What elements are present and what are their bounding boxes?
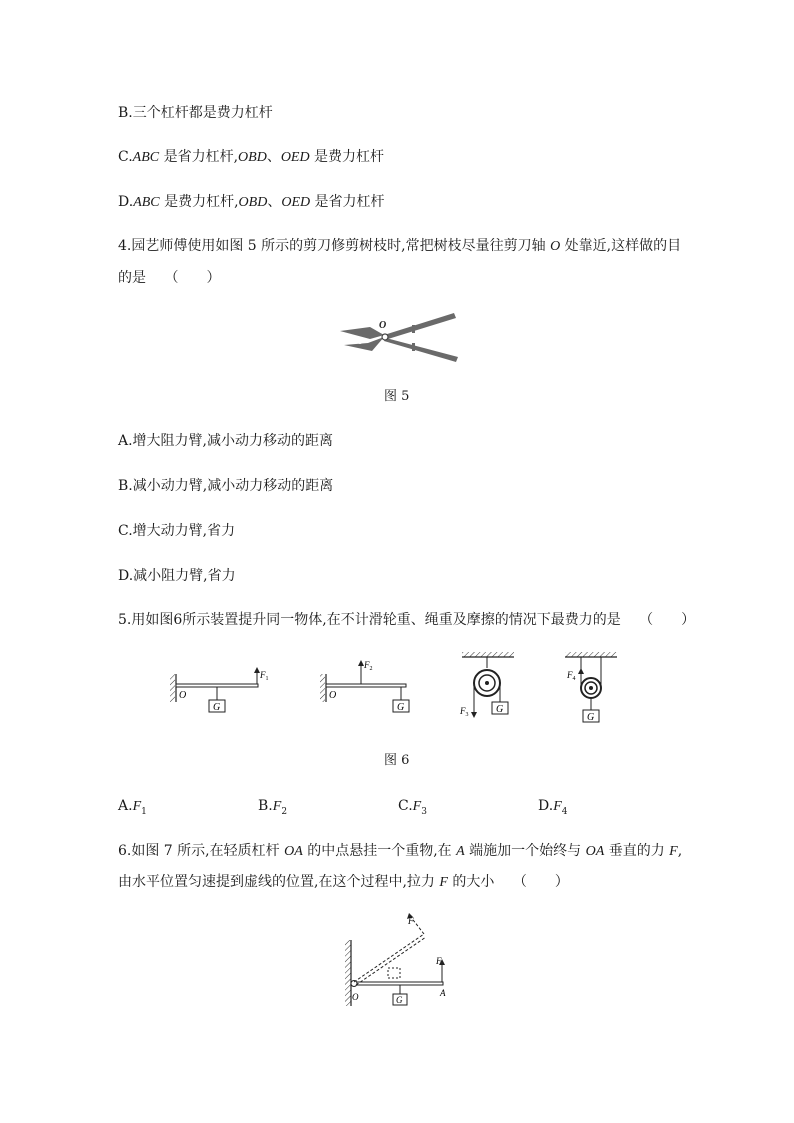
scissors-blade-top [340,327,384,339]
svg-text:F2: $F_2$ [364,660,373,672]
q5-option-a: $A.F_1$ [118,798,147,817]
scissors-hole [357,338,363,344]
option-b-prev: B.三个杠杆都是费力杠杆 [118,105,273,121]
scissors-handle-bottom [384,338,458,362]
svg-text:G: G [587,712,595,723]
scissors-handle-top [384,313,456,339]
q5-option-d: $D.F_4$ [538,798,568,817]
svg-text:F1: $F_1$ [260,670,269,682]
svg-text:G: G [397,702,405,713]
q4-option-a: A.增大阻力臂,减小动力移动的距离 [118,433,334,449]
option-d-prev: D.ABC 是费力杠杆,OBD、OED 是省力杠杆 [118,194,385,210]
svg-text:O: O [179,690,187,701]
q5-option-b: $B.F_2$ [258,798,288,817]
option-c-prev: C.ABC 是省力杠杆,OBD、OED 是费力杠杆 [118,149,385,165]
svg-text:G: G [496,704,504,715]
figure-7 [340,910,460,1010]
q4-stem-line1: 4.园艺师傅使用如图 5 所示的剪刀修剪树枝时,常把树枝尽量往剪刀轴 O 处靠近,这样做的目 [118,238,682,254]
scissors-stopper-1 [412,325,415,333]
scissors-stopper-2 [412,343,415,351]
figure-5-scissors [330,305,470,365]
lever-1 [170,667,269,713]
q5-option-c: $C.F_3$ [398,798,427,817]
lever-2 [320,660,409,713]
svg-text:O: O [329,690,337,701]
figure-6 [165,650,625,730]
q6-stem-line2: 由水平位置匀速提到虚线的位置,在这个过程中,拉力 F 的大小 （ ） [118,874,569,890]
pulley-fixed [459,652,514,718]
svg-text:F4: $F_4$ [567,670,576,682]
svg-text:F: F [408,916,414,926]
svg-text:G: G [213,702,221,713]
scissors-blade-bottom [344,337,384,351]
q4-option-b: B.减小动力臂,减小动力移动的距离 [118,478,334,494]
svg-text:G: G [396,995,403,1005]
svg-text:F: F [436,956,442,966]
svg-text:O: O [352,992,359,1002]
q4-stem-line2: 的是 （ ） [118,270,221,286]
q4-option-c: C.增大动力臂,省力 [118,523,236,539]
figure-6-caption: 图 6 [384,753,410,768]
scissors-pivot [382,334,388,340]
q6-stem-line1: 6.如图 7 所示,在轻质杠杆 OA 的中点悬挂一个重物,在 A 端施加一个始终与 OA 垂直的力 F, [118,843,683,859]
figure-5-caption: 图 5 [384,389,410,404]
pulley-movable [565,652,617,723]
svg-text:F3: $F_3$ [460,706,469,718]
svg-text:A: A [440,988,446,998]
q4-option-d: D.减小阻力臂,省力 [118,568,236,584]
q5-stem: 5.用如图6所示装置提升同一物体,在不计滑轮重、绳重及摩擦的情况下最费力的是 （ ） [118,612,696,628]
label-o: O [379,320,387,331]
